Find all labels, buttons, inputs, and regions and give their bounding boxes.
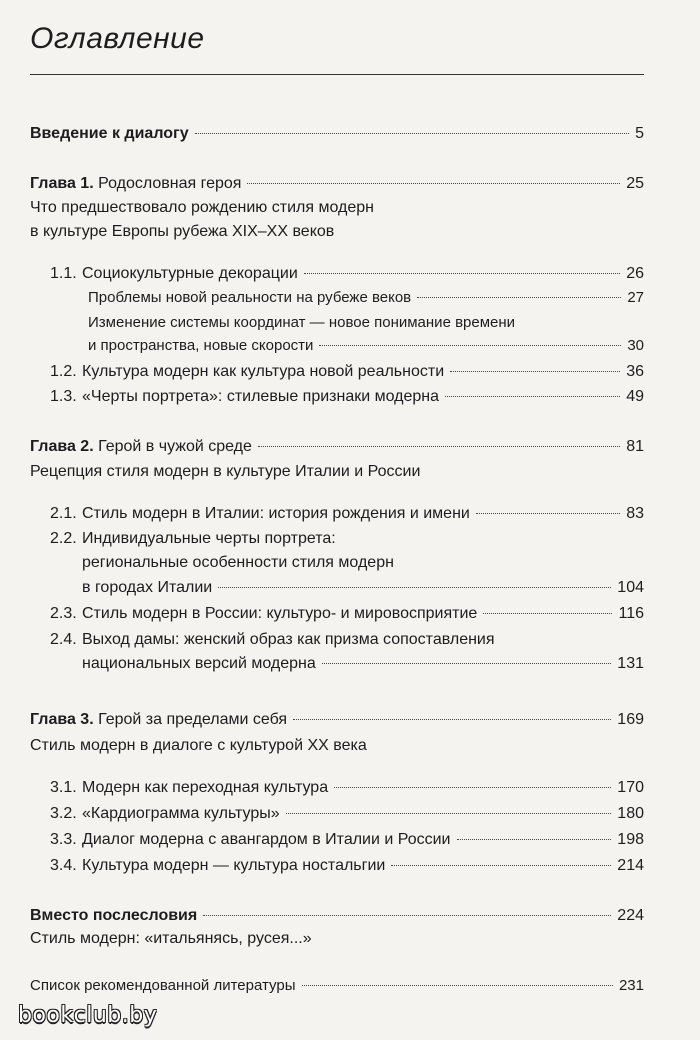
toc-chapter-1[interactable] (30, 174, 644, 194)
dot-leader (483, 613, 612, 614)
dot-leader (195, 133, 629, 134)
entry-label: Модерн как переходная культура (82, 779, 329, 796)
page-title: Оглавление (30, 22, 205, 55)
entry-page: 224 (617, 907, 644, 924)
dot-leader (457, 839, 612, 840)
entry-label: Индивидуальные черты портрета: (82, 530, 336, 547)
chapter-heading: Родословная героя (98, 175, 242, 192)
dot-leader (304, 273, 620, 274)
chapter-number: Глава 2. (30, 438, 94, 455)
dot-leader (322, 663, 612, 664)
watermark-text: bookclub.by (18, 1003, 158, 1028)
dot-leader (319, 345, 621, 346)
toc-subentry-1-1b[interactable] (88, 336, 644, 356)
entry-label: Культура модерн как культура новой реальности (82, 363, 445, 380)
chapter-heading: Герой в чужой среде (98, 438, 252, 455)
entry-page: 30 (627, 337, 644, 354)
section-number: 1.2. (50, 363, 77, 380)
entry-page: 180 (617, 805, 644, 822)
entry-page: 26 (626, 265, 644, 282)
toc-entry-3-3[interactable] (50, 830, 644, 850)
entry-page: 25 (626, 175, 644, 192)
section-number: 3.1. (50, 779, 77, 796)
toc-entry-3-2[interactable] (50, 804, 644, 824)
toc-entry-3-1[interactable] (50, 778, 644, 798)
chapter-subtitle: в культуре Европы рубежа XIX–XX веков (30, 223, 335, 240)
chapter-subtitle: Что предшествовало рождению стиля модерн (30, 199, 374, 216)
entry-page: 214 (617, 857, 644, 874)
dot-leader (203, 915, 611, 916)
dot-leader (302, 985, 613, 986)
entry-page: 231 (618, 977, 644, 994)
entry-label: Список рекомендованной литературы (30, 977, 296, 994)
dot-leader (417, 297, 621, 298)
toc-entry-2-3[interactable] (50, 604, 644, 624)
entry-page: 5 (635, 125, 644, 142)
toc-entry-afterword[interactable] (30, 906, 644, 926)
toc-entry-2-1[interactable] (50, 504, 644, 524)
entry-page: 83 (626, 505, 644, 522)
dot-leader (445, 396, 620, 397)
toc-entry-intro[interactable] (30, 124, 644, 144)
chapter-number: Глава 1. (30, 175, 94, 192)
section-number: 1.1. (50, 265, 77, 282)
toc-chapter-2[interactable] (30, 437, 644, 457)
entry-label: «Черты портрета»: стилевые признаки модерна (82, 388, 440, 405)
entry-label: Культура модерн — культура ностальгии (82, 857, 386, 874)
entry-page: 36 (626, 363, 644, 380)
entry-label: Выход дамы: женский образ как призма сопоставления (82, 631, 495, 648)
dot-leader (247, 183, 620, 184)
entry-label: Стиль модерн в России: культуро- и мировосприятие (82, 605, 478, 622)
chapter-subtitle: Стиль модерн в диалоге с культурой XX века (30, 737, 367, 754)
toc-chapter-3[interactable] (30, 710, 644, 730)
afterword-subtitle: Стиль модерн: «итальянясь, русея...» (30, 930, 312, 947)
toc-entry-bibliography[interactable] (30, 976, 644, 996)
entry-label: «Кардиограмма культуры» (82, 805, 280, 822)
dot-leader (258, 446, 620, 447)
chapter-title (30, 437, 252, 457)
toc-entry-1-3[interactable] (50, 387, 644, 407)
entry-page: 131 (617, 655, 644, 672)
section-number: 2.1. (50, 505, 77, 522)
toc-entry-2-2-line1 (50, 529, 336, 549)
dot-leader (476, 513, 620, 514)
entry-page: 198 (617, 831, 644, 848)
entry-page: 49 (626, 388, 644, 405)
dot-leader (218, 587, 611, 588)
section-number: 2.3. (50, 605, 77, 622)
toc-entry-2-2[interactable] (82, 578, 644, 598)
dot-leader (286, 813, 612, 814)
toc-entry-2-4[interactable] (82, 654, 644, 674)
section-number: 1.3. (50, 388, 77, 405)
entry-label: национальных версий модерна (82, 655, 316, 672)
dot-leader (450, 371, 620, 372)
entry-label: Введение к диалогу (30, 125, 189, 142)
title-divider (30, 74, 644, 75)
entry-label: в городах Италии (82, 579, 213, 596)
entry-page: 170 (617, 779, 644, 796)
entry-page: 104 (617, 579, 644, 596)
entry-label: Стиль модерн в Италии: история рождения и имени (82, 505, 470, 522)
section-number: 3.3. (50, 831, 77, 848)
toc-entry-3-4[interactable] (50, 856, 644, 876)
entry-page: 169 (617, 711, 644, 728)
entry-page: 116 (618, 605, 644, 622)
entry-label: Диалог модерна с авангардом в Италии и России (82, 831, 451, 848)
entry-label: Социокультурные декорации (82, 265, 298, 282)
dot-leader (334, 787, 611, 788)
entry-label: Проблемы новой реальности на рубеже веков (88, 289, 412, 306)
subentry-line: Изменение системы координат — новое понимание времени (88, 314, 516, 331)
chapter-number: Глава 3. (30, 711, 94, 728)
toc-entry-1-1[interactable] (50, 264, 644, 284)
toc-subentry-1-1a[interactable] (88, 288, 644, 308)
entry-label: и пространства, новые скорости (88, 337, 314, 354)
chapter-heading: Герой за пределами себя (98, 711, 288, 728)
entry-page: 27 (627, 289, 644, 306)
section-number: 3.2. (50, 805, 77, 822)
chapter-title (30, 174, 241, 194)
toc-entry-2-4-line1 (50, 630, 495, 650)
toc-entry-1-2[interactable] (50, 362, 644, 382)
entry-page: 81 (626, 438, 644, 455)
dot-leader (391, 865, 611, 866)
chapter-subtitle: Рецепция стиля модерн в культуре Италии и России (30, 463, 421, 480)
entry-continuation: региональные особенности стиля модерн (82, 554, 394, 571)
entry-label: Вместо послесловия (30, 907, 198, 924)
dot-leader (293, 719, 611, 720)
section-number: 3.4. (50, 857, 77, 874)
chapter-title (30, 710, 287, 730)
section-number: 2.2. (50, 530, 77, 547)
section-number: 2.4. (50, 631, 77, 648)
